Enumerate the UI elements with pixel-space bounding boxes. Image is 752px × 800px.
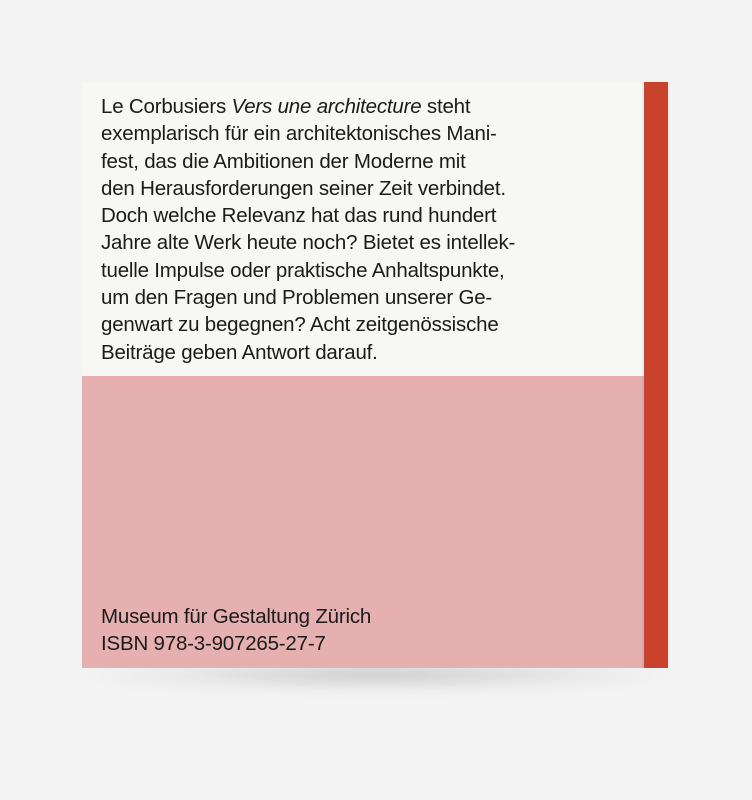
publisher-block — [101, 604, 371, 657]
blurb-line-prefix: Le Corbusiers — [101, 95, 232, 118]
book-spine — [644, 82, 668, 668]
blurb-line — [101, 93, 641, 120]
book-title-italic: Vers une architecture — [231, 95, 422, 118]
publisher-name: Museum für Gestaltung Zürich — [101, 605, 372, 628]
blurb-line: genwart zu begegnen? Acht zeitgenössische — [101, 313, 499, 337]
blurb-line: exemplarisch für ein architektonisches Mani- — [101, 122, 497, 146]
blurb-line: Beiträge geben Antwort darauf. — [101, 340, 378, 364]
blurb-line: Doch welche Relevanz hat das rund hundert — [101, 204, 497, 228]
cover-top-panel — [82, 82, 644, 376]
blurb-line: um den Fragen und Problemen unserer Ge- — [101, 286, 493, 310]
blurb-text — [101, 93, 641, 366]
blurb-line-suffix: steht — [421, 95, 471, 118]
book-back-cover — [82, 82, 668, 668]
blurb-line: fest, das die Ambitionen der Moderne mit — [101, 149, 466, 173]
blurb-line: Jahre alte Werk heute noch? Bietet es intellek- — [101, 231, 516, 255]
blurb-line: den Herausforderungen seiner Zeit verbindet. — [101, 176, 506, 200]
blurb-line: tuelle Impulse oder praktische Anhaltspunkte, — [101, 258, 505, 282]
isbn-number: ISBN 978-3-907265-27-7 — [101, 631, 326, 655]
